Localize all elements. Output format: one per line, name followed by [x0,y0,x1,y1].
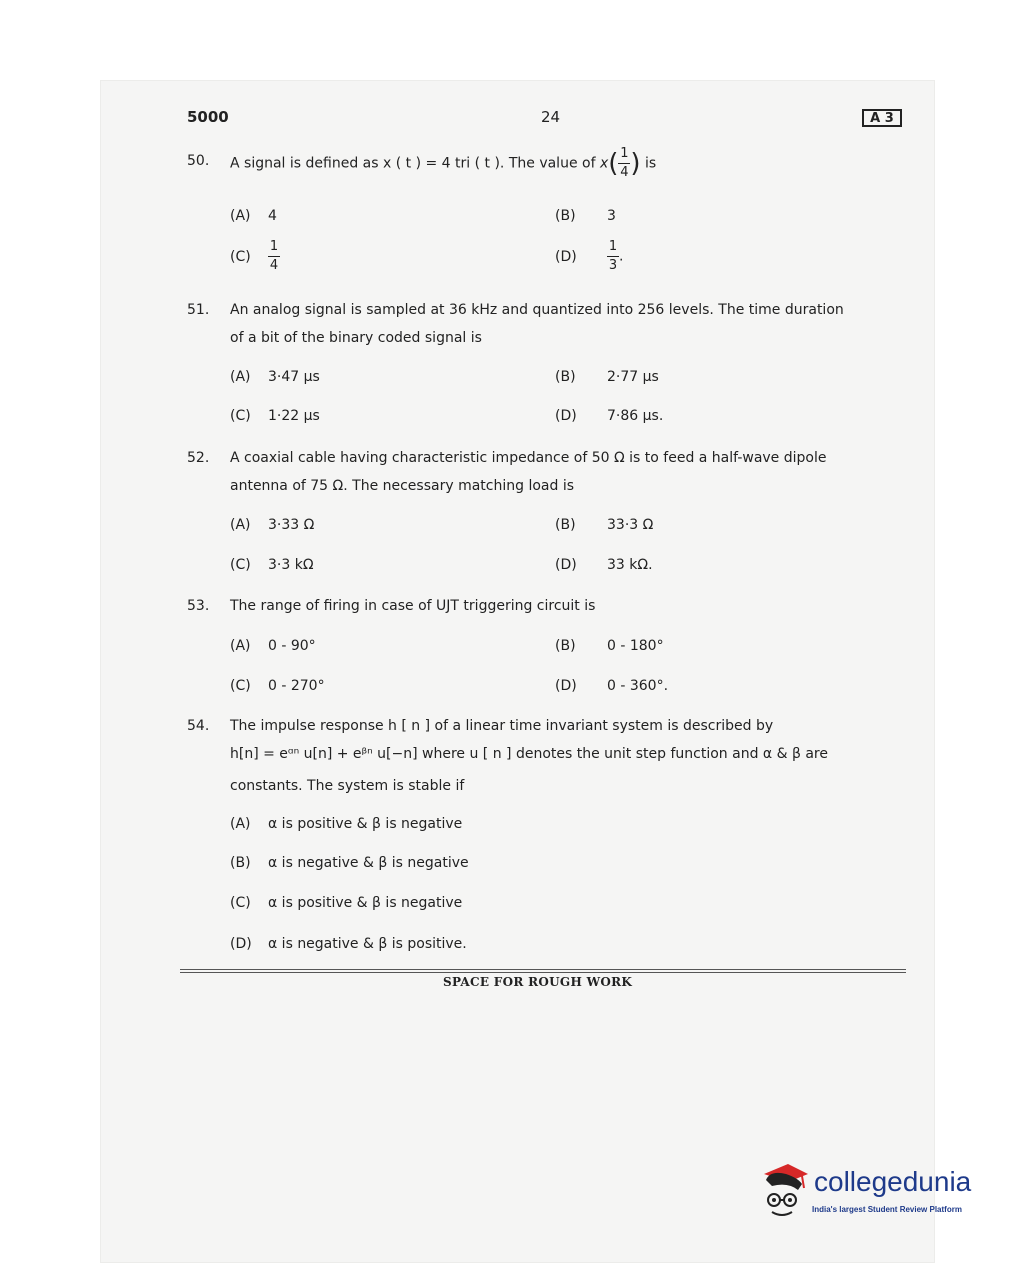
question-number: 51. [187,302,210,318]
fraction: $\frac{1}{4}$ [620,146,629,180]
option-c: (C) 0 - 270° [230,678,325,694]
option-d: (D) 33 kΩ. [555,557,653,573]
option-c: (C) $\frac{1}{4}$ [230,239,279,273]
page-number: 24 [541,108,561,126]
question-number: 53. [187,598,210,614]
option-a: (A) 3·33 Ω [230,517,315,533]
question-text: The impulse response h [ n ] of a linear time invariant system is described by h[n] = eᵅⁿ u[n] + eᵝⁿ u[−n] where u [ n ] denotes the unit step function and α & β are constants. The system is stable if [230,718,828,794]
option-c: (C) 1·22 μs [230,408,320,424]
option-b: (B) 0 - 180° [555,638,664,654]
question-tail: is [645,155,657,172]
question-number: 52. [187,450,210,466]
option-c: (C) 3·3 kΩ [230,557,314,573]
option-a: (A) α is positive & β is negative [230,816,463,832]
question-text: A coaxial cable having characteristic impedance of 50 Ω is to feed a half-wave dipole antenna of 75 Ω. The necessary matching load is [230,450,827,494]
option-b: (B) 33·3 Ω [555,517,654,533]
series-box: A 3 [862,109,902,127]
function-symbol: x [599,155,609,172]
question-text: The range of firing in case of UJT triggering circuit is [230,598,596,614]
rough-work-label: SPACE FOR ROUGH WORK [443,975,633,989]
option-b: (B) 2·77 μs [555,369,659,385]
question-text: An analog signal is sampled at 36 kHz and quantized into 256 levels. The time duration of a bit of the binary coded signal is [230,302,844,346]
logo-wordmark: collegedunia [814,1166,972,1197]
option-d: (D) $\frac{1}{3}$ . [555,239,624,273]
question-number: 50. [187,153,210,169]
question-text: A signal is defined as x ( t ) = 4 tri ( t ). The value of x( $\frac{1}{4}$ ) is [230,146,657,180]
exam-page [100,80,935,1263]
option-a: (A) 3·47 μs [230,369,320,385]
mascot-icon [758,1160,812,1220]
divider [180,969,906,970]
paper-code: 5000 [187,108,229,126]
option-d: (D) α is negative & β is positive. [230,936,467,952]
option-b: (B) α is negative & β is negative [230,855,469,871]
collegedunia-logo [758,1160,978,1230]
option-a: (A) 0 - 90° [230,638,316,654]
option-b: (B) 3 [555,208,616,224]
option-d: (D) 7·86 μs. [555,408,664,424]
option-c: (C) α is positive & β is negative [230,895,463,911]
option-d: (D) 0 - 360°. [555,678,669,694]
option-a: (A) 4 [230,208,277,224]
logo-tagline: India's largest Student Review Platform [812,1205,962,1214]
question-stem: A signal is defined as x ( t ) = 4 tri ( t ). The value of [230,155,596,172]
question-number: 54. [187,718,210,734]
divider [180,972,906,973]
